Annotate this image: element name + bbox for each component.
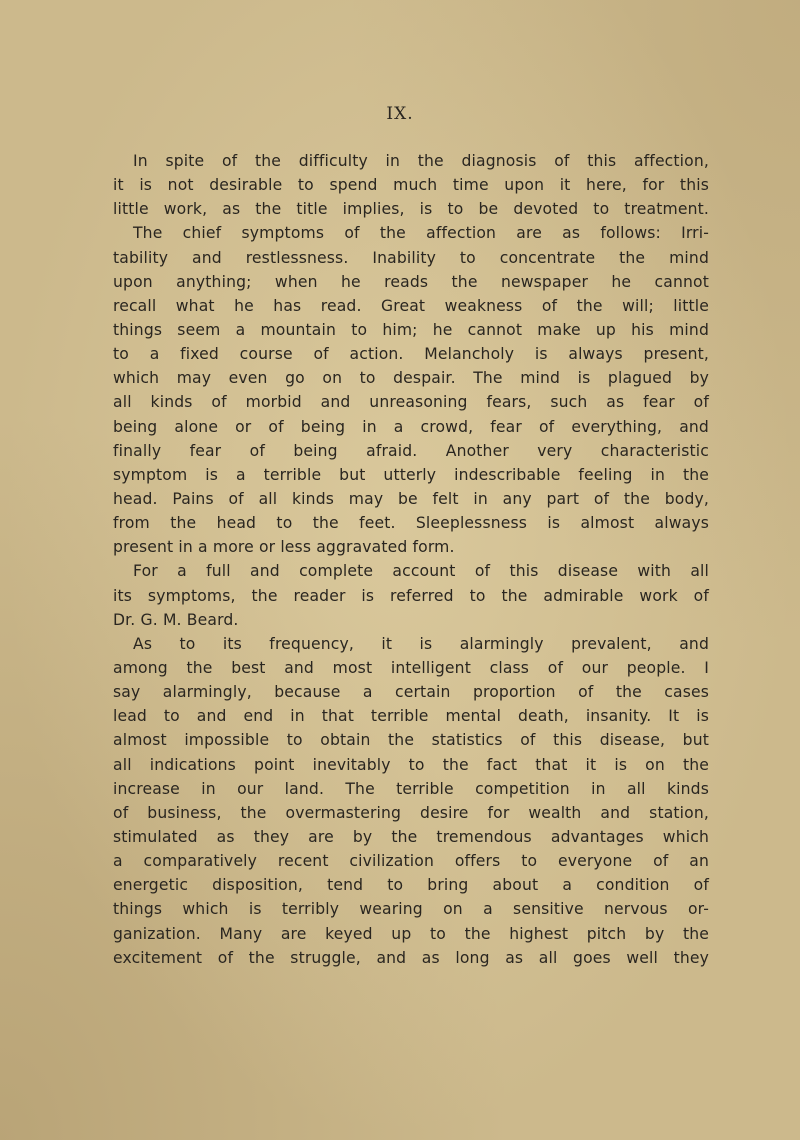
text-line: to a fixed course of action. Melancholy is always present, <box>113 345 709 364</box>
text-line: head. Pains of all kinds may be felt in any part of the body, <box>113 489 709 508</box>
text-line: upon anything; when he reads the newspaper he cannot <box>113 272 709 291</box>
text-line: all indications point inevitably to the fact that it is on the <box>113 755 709 774</box>
text-line: Dr. G. M. Beard. <box>113 610 239 629</box>
text-line: ganization. Many are keyed up to the highest pitch by the <box>113 924 709 943</box>
text-line: lead to and end in that terrible mental death, insanity. It is <box>113 707 709 726</box>
text-line: being alone or of being in a crowd, fear of everything, and <box>113 417 709 436</box>
text-line: As to its frequency, it is alarmingly prevalent, and <box>133 634 709 653</box>
chapter-heading: IX. <box>386 104 414 124</box>
text-line: excitement of the struggle, and as long as all goes well they <box>113 948 709 967</box>
text-line: almost impossible to obtain the statistics of this disease, but <box>113 731 709 750</box>
text-line: For a full and complete account of this disease with all <box>133 562 709 581</box>
text-line: present in a more or less aggravated form. <box>113 538 455 557</box>
text-line: In spite of the difficulty in the diagnosis of this affection, <box>133 152 709 170</box>
text-line: it is not desirable to spend much time upon it here, for this <box>113 176 709 195</box>
text-line: symptom is a terrible but utterly indescribable feeling in the <box>113 465 709 484</box>
text-line: finally fear of being afraid. Another very characteristic <box>113 441 709 460</box>
text-line: among the best and most intelligent class of our people. I <box>113 658 709 677</box>
text-line: things which is terribly wearing on a sensitive nervous or- <box>113 900 709 919</box>
text-line: which may even go on to despair. The mind is plagued by <box>113 369 709 388</box>
body-text <box>113 149 709 970</box>
text-line: all kinds of morbid and unreasoning fears, such as fear of <box>113 393 709 412</box>
text-line: stimulated as they are by the tremendous advantages which <box>113 827 709 846</box>
text-line: The chief symptoms of the affection are as follows: Irri- <box>133 224 709 243</box>
text-line: say alarmingly, because a certain proportion of the cases <box>113 683 709 702</box>
text-line: its symptoms, the reader is referred to the admirable work of <box>113 586 709 605</box>
text-line: tability and restlessness. Inability to concentrate the mind <box>113 248 709 267</box>
text-line: things seem a mountain to him; he cannot make up his mind <box>113 320 709 339</box>
text-line: little work, as the title implies, is to be devoted to treatment. <box>113 200 709 219</box>
text-line: from the head to the feet. Sleeplessness is almost always <box>113 514 709 533</box>
text-line: a comparatively recent civilization offers to everyone of an <box>113 852 709 871</box>
text-line: increase in our land. The terrible competition in all kinds <box>113 779 709 798</box>
text-line: recall what he has read. Great weakness of the will; little <box>113 296 709 315</box>
text-line: of business, the overmastering desire for wealth and station, <box>113 803 709 822</box>
text-line: energetic disposition, tend to bring about a condition of <box>113 876 709 895</box>
